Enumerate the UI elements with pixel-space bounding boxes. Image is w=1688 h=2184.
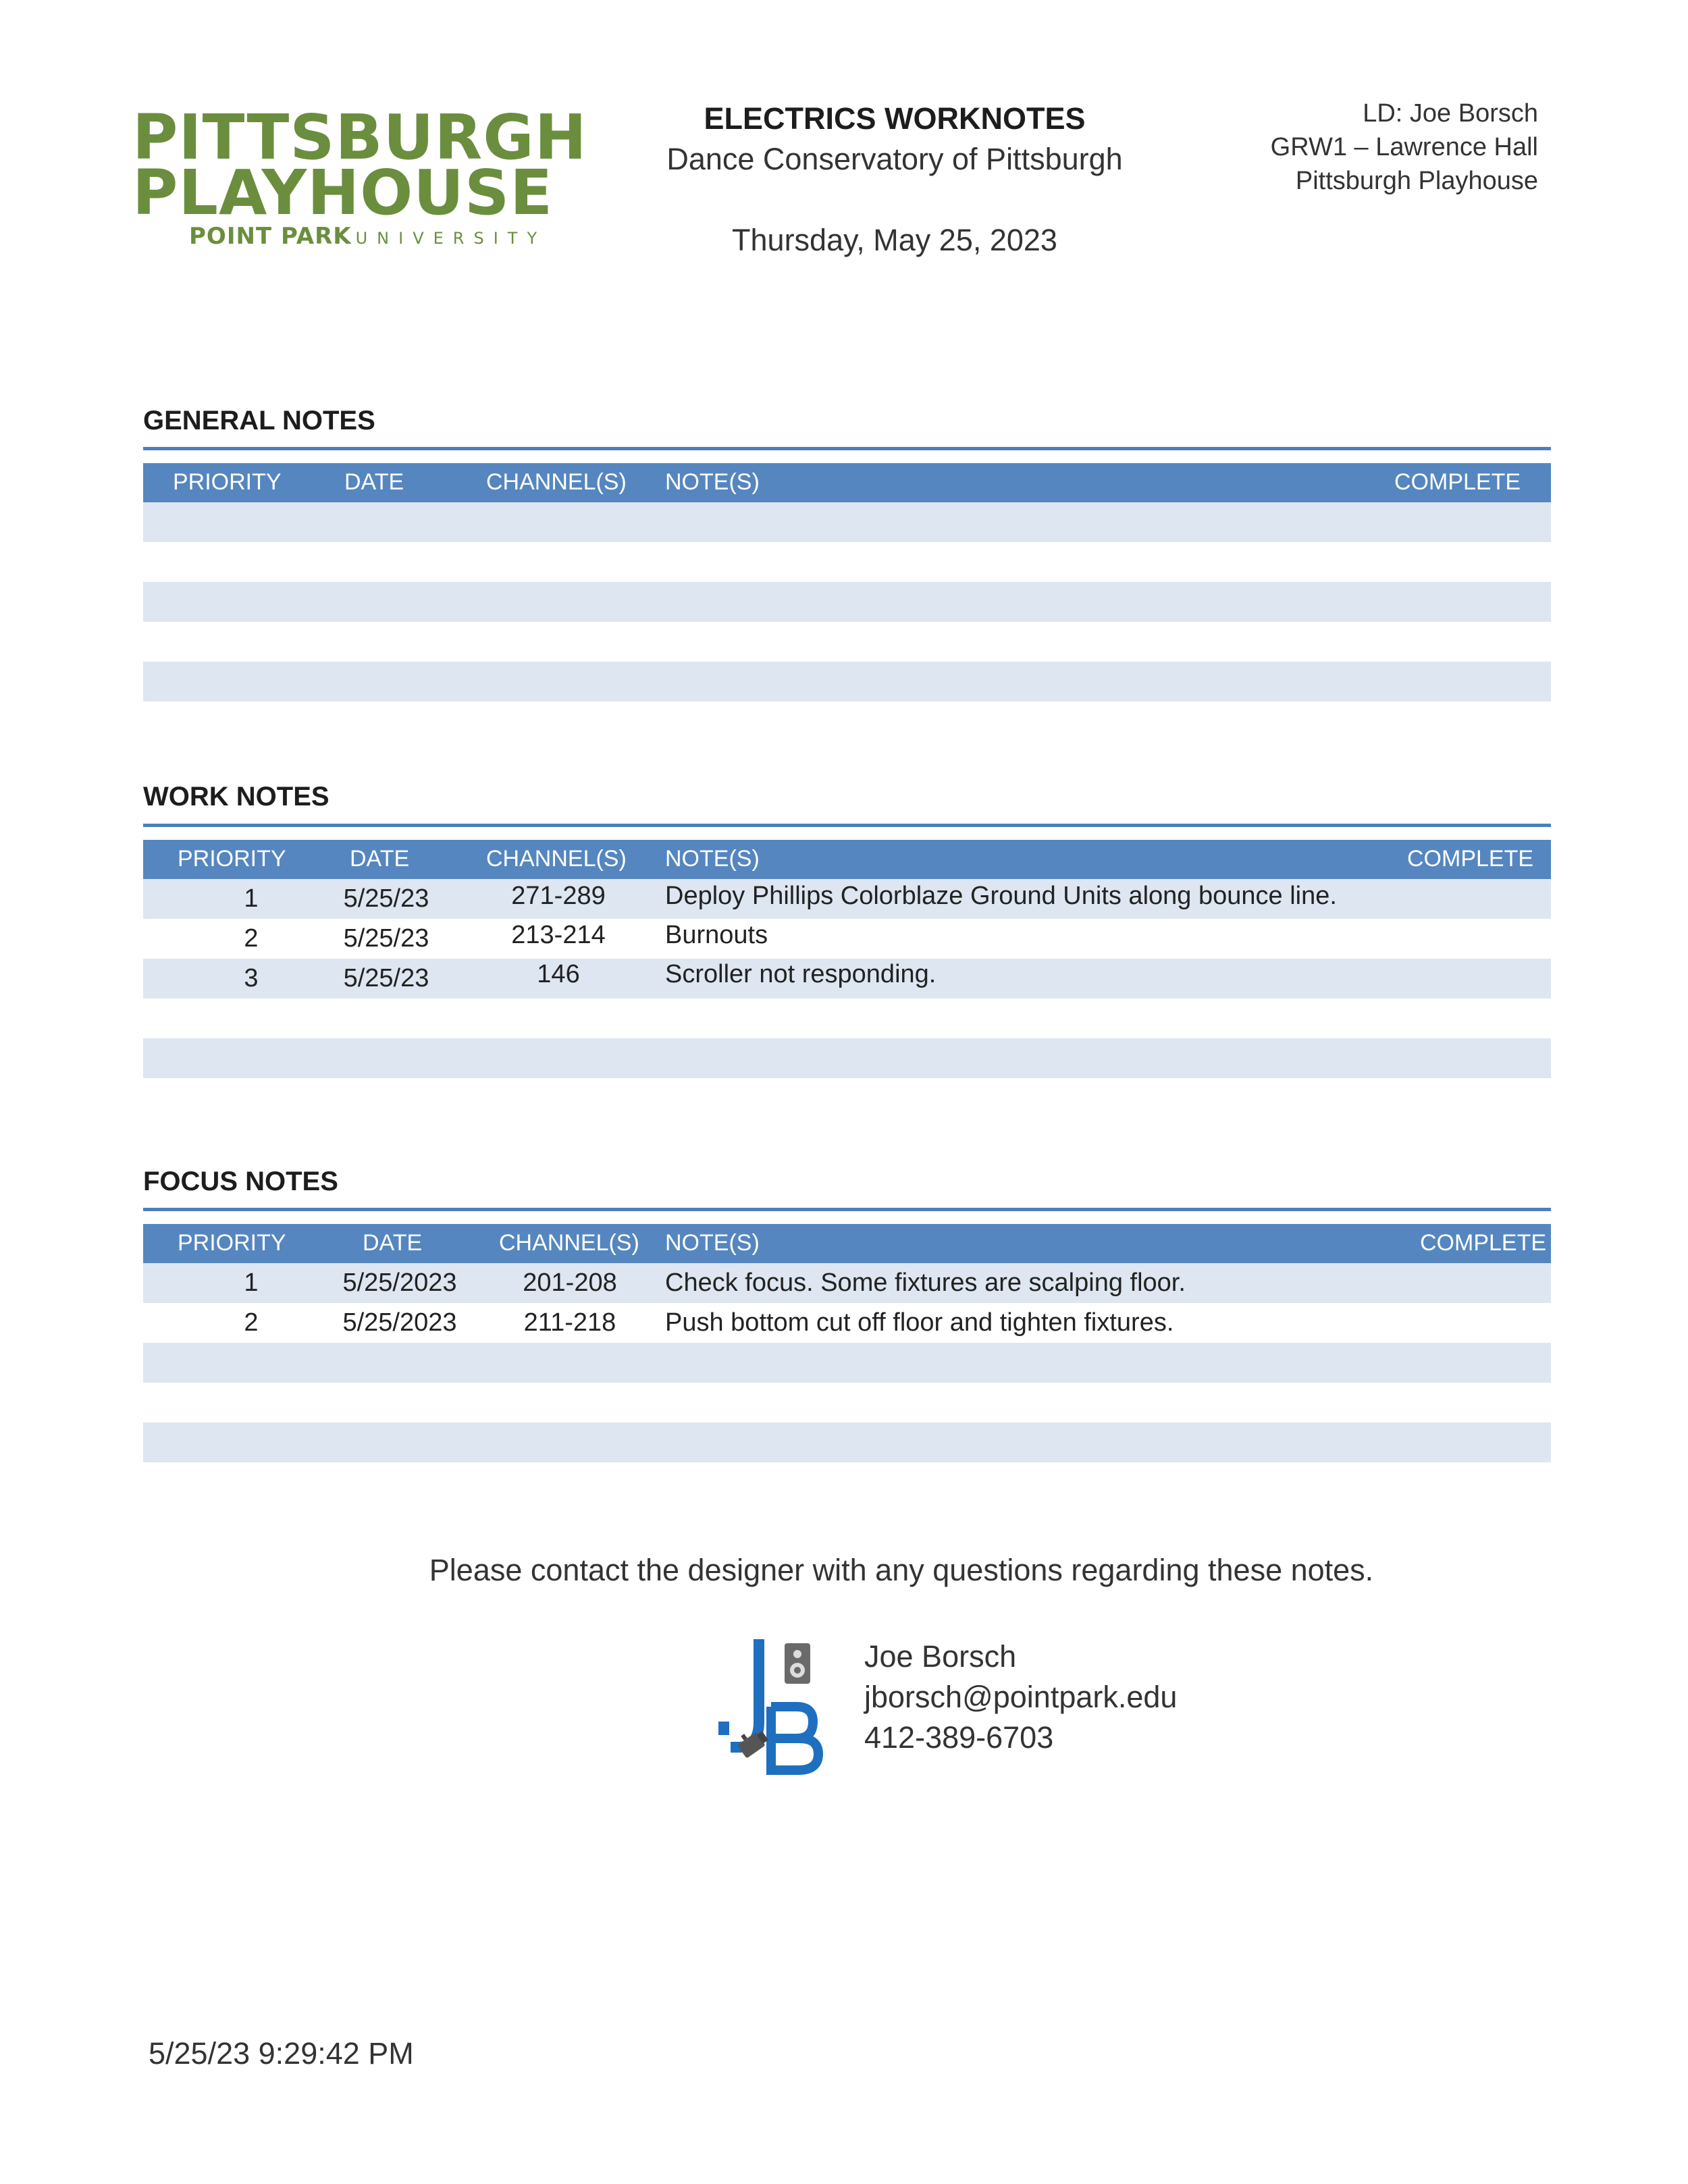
col-complete: COMPLETE (1407, 846, 1534, 872)
venue: GRW1 – Lawrence Hall (1270, 133, 1538, 161)
cell-channels: 201-208 (523, 1269, 617, 1297)
general-notes-header (143, 463, 1551, 502)
general-notes-rule (143, 447, 1551, 450)
document-date: Thursday, May 25, 2023 (732, 223, 1057, 257)
focus-notes-header (143, 1224, 1551, 1263)
table-row (143, 1038, 1551, 1078)
focus-notes-title: FOCUS NOTES (143, 1167, 338, 1196)
col-date: DATE (350, 846, 410, 872)
col-channels: CHANNEL(S) (499, 1230, 639, 1256)
col-channels: CHANNEL(S) (486, 846, 627, 872)
logo-line-1: PITTSBURGH (132, 101, 587, 174)
cell-channels: 146 (537, 960, 580, 988)
table-row (143, 1263, 1551, 1303)
focus-notes-rule (143, 1208, 1551, 1211)
cell-date: 5/25/2023 (342, 1308, 457, 1337)
jb-logo (717, 1634, 832, 1776)
general-notes-table (143, 463, 1551, 701)
col-date: DATE (363, 1230, 423, 1256)
work-notes-title: WORK NOTES (143, 782, 329, 811)
col-complete: COMPLETE (1420, 1230, 1547, 1256)
cell-priority: 1 (244, 884, 259, 913)
col-date: DATE (344, 469, 404, 495)
contact-message: Please contact the designer with any questions regarding these notes. (429, 1553, 1374, 1587)
cell-note: Scroller not responding. (665, 960, 937, 988)
cell-date: 5/25/2023 (342, 1269, 457, 1297)
work-notes-table (143, 840, 1551, 1078)
cell-priority: 2 (244, 924, 259, 953)
col-priority: PRIORITY (173, 469, 282, 495)
table-row (143, 1303, 1551, 1343)
contact-email[interactable]: jborsch@pointpark.edu (864, 1680, 1178, 1714)
table-row (143, 998, 1551, 1038)
work-notes-header (143, 840, 1551, 879)
table-row (143, 1422, 1551, 1462)
work-notes-rule (143, 824, 1551, 827)
table-row (143, 1383, 1551, 1422)
table-row (143, 879, 1551, 919)
cell-note: Check focus. Some fixtures are scalping floor. (665, 1269, 1186, 1297)
logo-line-3 (189, 223, 546, 252)
table-row (143, 622, 1551, 662)
jb-logo-graphic (717, 1634, 832, 1776)
table-row (143, 1343, 1551, 1383)
table-row (143, 662, 1551, 701)
pittsburgh-playhouse-logo (132, 101, 587, 255)
table-row (143, 959, 1551, 998)
logo-university: UNIVERSITY (355, 229, 547, 248)
document-title: ELECTRICS WORKNOTES (704, 101, 1086, 136)
table-row (143, 919, 1551, 959)
cell-channels: 213-214 (511, 921, 606, 949)
col-priority: PRIORITY (178, 1230, 286, 1256)
cell-note: Burnouts (665, 921, 768, 949)
col-notes: NOTE(S) (665, 846, 760, 872)
col-channels: CHANNEL(S) (486, 469, 627, 495)
general-notes-title: GENERAL NOTES (143, 406, 375, 435)
contact-name: Joe Borsch (864, 1639, 1017, 1674)
focus-notes-table (143, 1224, 1551, 1462)
table-row (143, 502, 1551, 542)
print-timestamp: 5/25/23 9:29:42 PM (149, 2036, 414, 2071)
table-row (143, 542, 1551, 582)
lighting-designer: LD: Joe Borsch (1363, 99, 1538, 128)
col-notes: NOTE(S) (665, 1230, 760, 1256)
cell-priority: 1 (244, 1269, 259, 1297)
production-name: Dance Conservatory of Pittsburgh (666, 142, 1123, 176)
cell-priority: 2 (244, 1308, 259, 1337)
cell-note: Deploy Phillips Colorblaze Ground Units along bounce line. (665, 882, 1337, 910)
contact-phone: 412-389-6703 (864, 1720, 1054, 1755)
col-notes: NOTE(S) (665, 469, 760, 495)
cell-priority: 3 (244, 964, 259, 992)
cell-date: 5/25/23 (343, 964, 429, 992)
table-row (143, 582, 1551, 622)
cell-date: 5/25/23 (343, 924, 429, 953)
cell-channels: 211-218 (523, 1308, 616, 1337)
cell-note: Push bottom cut off floor and tighten fixtures. (665, 1308, 1174, 1337)
logo-point-park: POINT PARK (189, 223, 352, 250)
logo-line-2: PLAYHOUSE (132, 157, 554, 229)
cell-channels: 271-289 (511, 882, 606, 910)
cell-date: 5/25/23 (343, 884, 429, 913)
light-fixture-icon (734, 1724, 770, 1758)
organization: Pittsburgh Playhouse (1295, 167, 1538, 195)
col-priority: PRIORITY (178, 846, 286, 872)
col-complete: COMPLETE (1394, 469, 1521, 495)
